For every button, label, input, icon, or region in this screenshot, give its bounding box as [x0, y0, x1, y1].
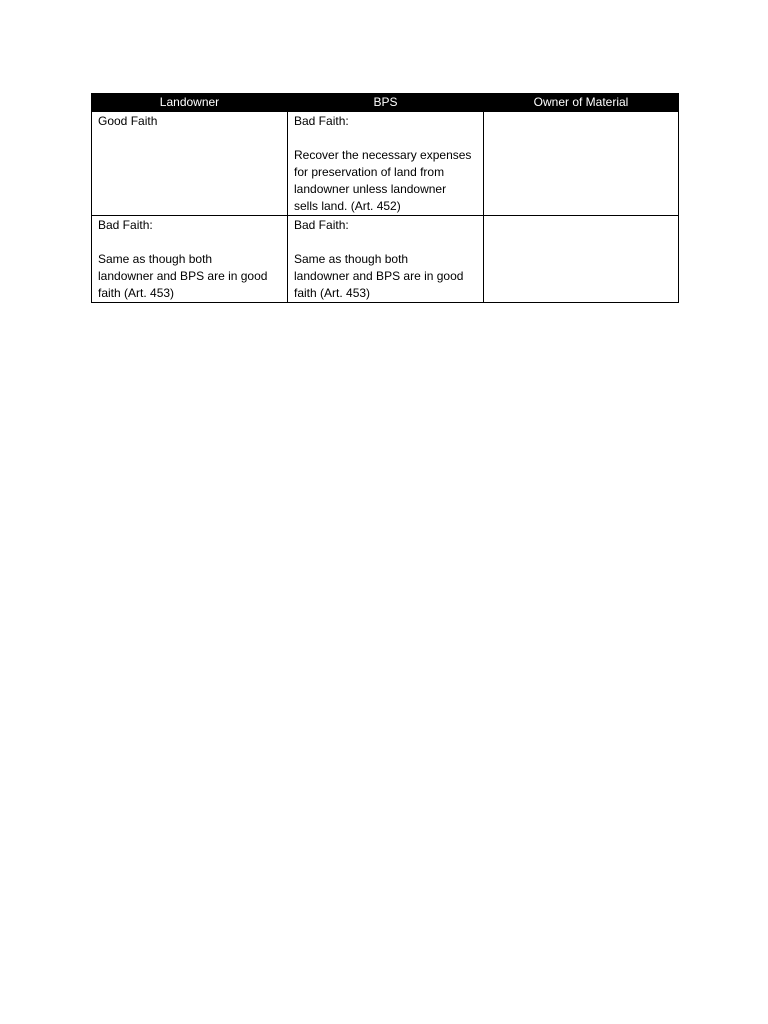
cell-text: Same as though both	[98, 252, 213, 266]
cell-spacer	[294, 234, 477, 251]
cell-text: landowner and BPS are in good	[294, 269, 464, 283]
cell-text: for preservation of land from	[294, 165, 445, 179]
cell-landowner	[92, 216, 288, 303]
table-row	[92, 112, 679, 216]
cell-label: Bad Faith:	[98, 218, 153, 232]
accession-table	[91, 93, 679, 303]
cell-landowner	[92, 112, 288, 216]
cell-spacer	[294, 130, 477, 147]
cell-text: faith (Art. 453)	[294, 286, 371, 300]
cell-text: faith (Art. 453)	[98, 286, 175, 300]
table-row	[92, 216, 679, 303]
cell-text: landowner unless landowner	[294, 182, 447, 196]
cell-label: Bad Faith:	[294, 218, 349, 232]
header-landowner: Landowner	[92, 94, 288, 112]
cell-bps	[288, 216, 484, 303]
table-body	[92, 112, 679, 303]
header-row	[92, 94, 679, 112]
cell-owner-of-material	[484, 216, 679, 303]
cell-text: Good Faith	[98, 114, 158, 128]
header-owner-of-material: Owner of Material	[484, 94, 679, 112]
cell-owner-of-material	[484, 112, 679, 216]
cell-label: Bad Faith:	[294, 114, 349, 128]
cell-bps	[288, 112, 484, 216]
cell-text: sells land. (Art. 452)	[294, 199, 401, 213]
table-header	[92, 94, 679, 112]
cell-spacer	[98, 234, 281, 251]
cell-text: Recover the necessary expenses	[294, 148, 472, 162]
header-bps: BPS	[288, 94, 484, 112]
cell-text: landowner and BPS are in good	[98, 269, 268, 283]
cell-text: Same as though both	[294, 252, 409, 266]
